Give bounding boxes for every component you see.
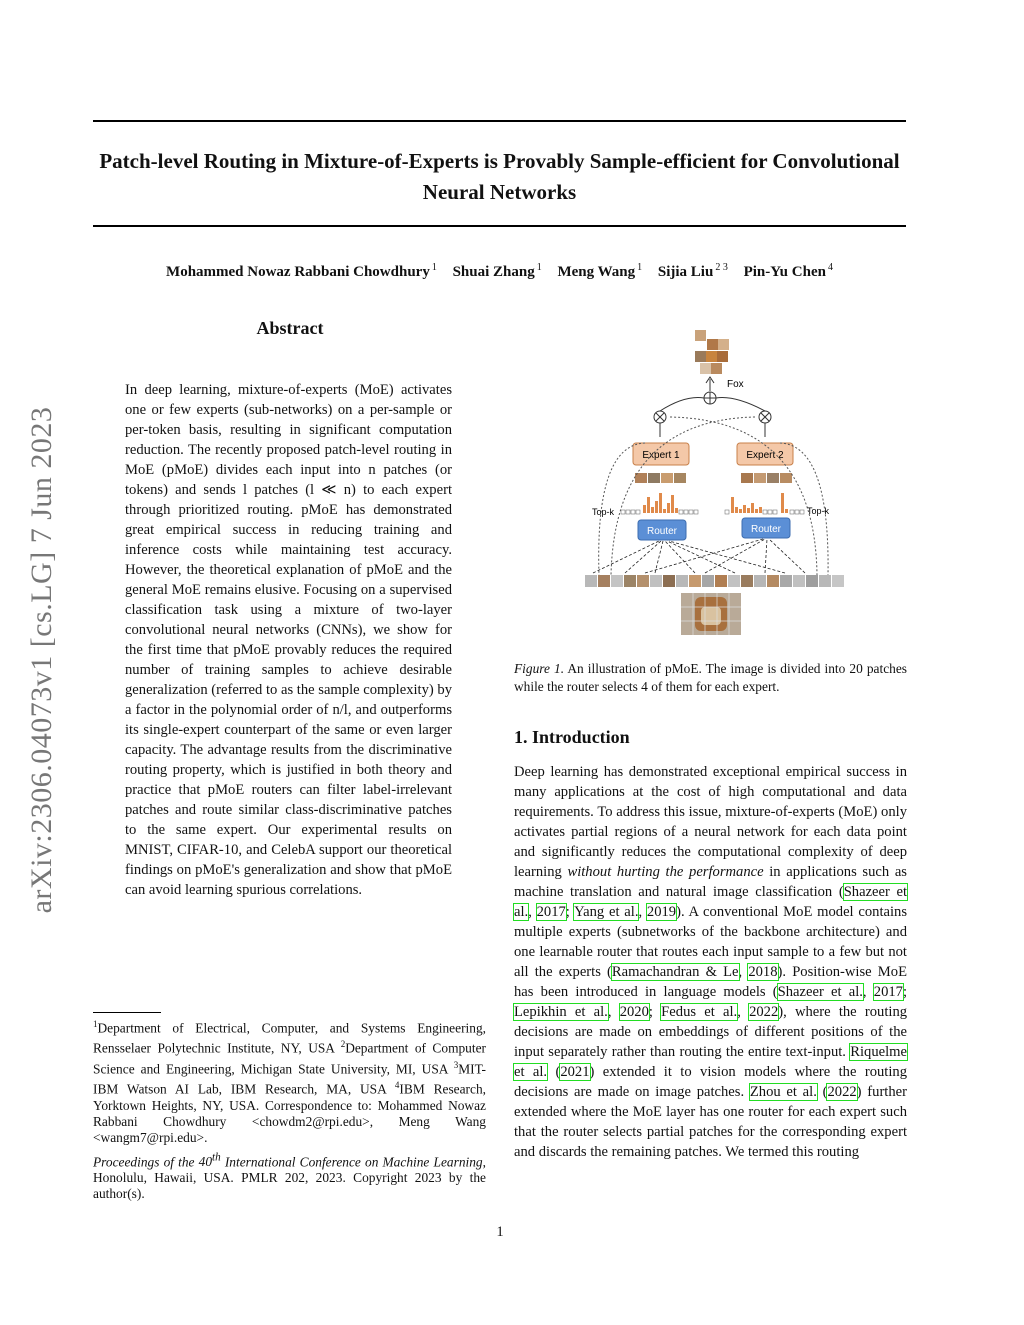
topk-label-left: Top-k: [592, 507, 615, 517]
page-number: 1: [496, 1224, 504, 1240]
citation-link[interactable]: Ramachandran & Le: [611, 964, 739, 980]
input-fox-image: [681, 593, 741, 635]
citation-link[interactable]: Lepikhin et al.: [514, 1004, 608, 1020]
arxiv-identifier: arXiv:2306.04073v1 [cs.LG] 7 Jun 2023: [25, 406, 58, 914]
author: Meng Wang $^1$: [557, 262, 643, 280]
citation-link[interactable]: 2021: [560, 1064, 590, 1080]
citation-link[interactable]: Fedus et al.: [661, 1004, 738, 1020]
citation-link[interactable]: Yang et al.: [574, 904, 639, 920]
affiliations-footnote: $^1$Department of Electrical, Computer, and Systems Engineering, Rensselaer Polytechnic Institute, NY, USA $^2$Department of Computer Science and Engineering, Michigan State University, MI, USA $^3$MIT-IBM Watson AI Lab, IBM Research, MA, USA $^4$IBM Research, Yorktown Heights, NY, USA. Correspondence to: Mohammed Nowaz Rabbani Chowdhury <chowdm2@rpi.edu>, Meng Wang <wangm7@rpi.edu>.: [93, 1019, 486, 1145]
topk-label-right: Top-k: [807, 506, 830, 516]
title-rule-bottom: [93, 225, 906, 227]
pmoe-illustration-figure: [585, 325, 855, 645]
selected-patches-2: [741, 473, 792, 483]
citation-link[interactable]: 2020: [619, 1004, 649, 1020]
introduction-body: Deep learning has demonstrated exceptional empirical success in many applications at the cost of high computational and data requirements. To address this issue, mixture-of-experts (MoE) only activates partial regions of a neural network for each data point and significantly reduces the computational complexity of deep learning without hurting the performance in applications such as machine translation and natural image classification (Shazeer et al., 2017; Yang et al., 2019). A conventional MoE model contains multiple experts (subnetworks of the backbone architecture) and one learnable router that routes each input sample to a few but not all the experts (Ramachandran & Le, 2018). Position-wise MoE has been introduced in language models (Shazeer et al., 2017; Lepikhin et al., 2020; Fedus et al., 2022), where the routing decisions are made on embeddings of different positions of the input separately rather than routing the entire text-input. Riquelme et al. (2021) extended it to vision models where the routing decisions are made on image patches. Zhou et al. (2022) further extended where the MoE layer has one router for each expert such that the router selects partial patches for the corresponding expert and discards the remaining patches. We termed this routing: [514, 764, 908, 1160]
output-patches: [695, 330, 729, 374]
citation-link[interactable]: Shazeer et al.: [777, 984, 863, 1000]
selected-patches-1: [635, 473, 686, 483]
abstract-heading: Abstract: [256, 318, 324, 338]
section-heading-introduction: 1. Introduction: [514, 727, 630, 747]
figure-caption: Figure 1. An illustration of pMoE. The image is divided into 20 patches while the router selects 4 of them for each expert.: [514, 661, 907, 694]
paper-title: Patch-level Routing in Mixture-of-Experts is Provably Sample-efficient for Convolutional Neural Networks: [99, 149, 900, 204]
author: Shuai Zhang $^1$: [452, 262, 542, 280]
citation-link[interactable]: 2018: [748, 964, 778, 980]
title-rule-top: [93, 120, 906, 122]
expert-2-label: Expert 2: [746, 450, 784, 461]
abstract-body: In deep learning, mixture-of-experts (MoE) activates one or few experts (sub-networks) on a per-sample or per-token basis, resulting in significant computation reduction. The recently proposed patch-level routing in MoE (pMoE) divides each input into n patches (or tokens) and sends l patches (l ≪ n) to each expert through prioritized routing. pMoE has demonstrated great empirical success in reducing training and inference costs while maintaining test accuracy. However, the theoretical explanation of pMoE and the general MoE remains elusive. Focusing on a supervised classification task using a mixture of two-layer convolutional neural networks (CNNs), we show for the first time that pMoE provably reduces the required number of training samples to achieve desirable generalization (referred to as the sample complexity) by a factor in the polynomial order of n/l, and outperforms its single-expert counterpart of the same or even larger capacity. The advantage results from the discriminative routing property, which is justified in both theory and practice that pMoE routers can filter label-irrelevant patches and route similar class-discriminative patches to the same expert. Our experimental results on MNIST, CIFAR-10, and CelebA support our theoretical findings on pMoE's generalization and show that pMoE can avoid learning spurious correlations.: [125, 382, 453, 898]
author: Mohammed Nowaz Rabbani Chowdhury $^1$: [166, 262, 437, 280]
author: Pin-Yu Chen $^4$: [743, 262, 833, 280]
citation-link[interactable]: Zhou et al.: [749, 1084, 817, 1100]
citation-link[interactable]: 2017: [536, 904, 566, 920]
router-scores-2: [731, 493, 788, 513]
citation-link[interactable]: 2022: [749, 1004, 779, 1020]
citation-link[interactable]: Shazeer et al.: [514, 884, 907, 920]
author-list: [93, 262, 906, 281]
routing-arrows: [593, 539, 805, 573]
input-patch-row: [585, 575, 844, 587]
citation-link[interactable]: 2017: [873, 984, 903, 1000]
citation-link[interactable]: Riquelme et al.: [514, 1044, 907, 1080]
router-1-label: Router: [646, 526, 678, 537]
author: Sijia Liu $^{2 3}$: [657, 262, 728, 280]
citation-link[interactable]: 2019: [646, 904, 677, 920]
router-2-label: Router: [750, 524, 782, 535]
output-label: Fox: [727, 379, 744, 390]
router-scores-1: [643, 493, 678, 513]
citation-link[interactable]: 2022: [827, 1084, 857, 1100]
footnote-rule: [93, 1012, 161, 1013]
expert-1-label: Expert 1: [642, 450, 680, 461]
proceedings-note: Proceedings of the 40th International Conference on Machine Learning, Honolulu, Hawaii, USA. PMLR 202, 2023. Copyright 2023 by the author(s).: [93, 1152, 486, 1202]
